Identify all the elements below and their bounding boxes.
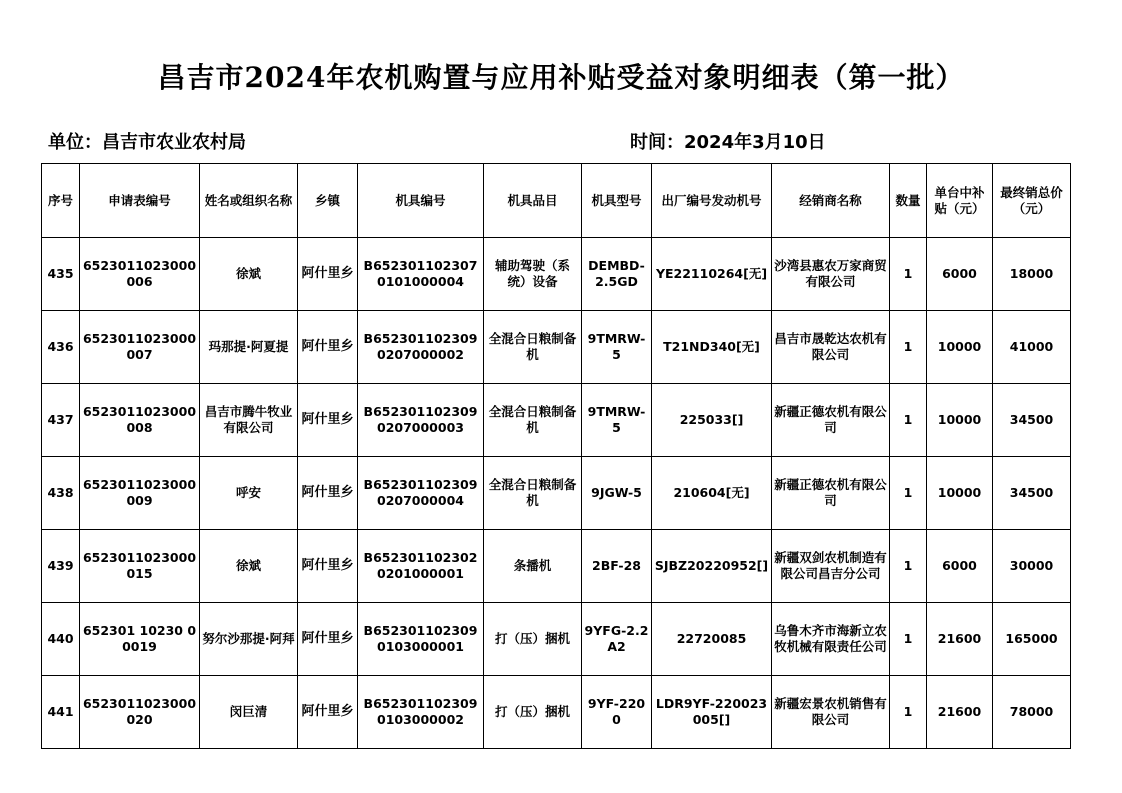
cell-serial: 210604[无] [652,457,772,530]
header-cell: 经销商名称 [772,164,890,238]
header-cell: 数量 [890,164,927,238]
cell-serial: YE22110264[无] [652,238,772,311]
table-row [42,311,1071,384]
cell-dealer: 新疆正德农机有限公司 [772,384,890,457]
cell-subsidy: 6000 [927,530,993,603]
cell-serial: T21ND340[无] [652,311,772,384]
cell-application-no: 6523011023000007 [80,311,200,384]
cell-category: 打（压）捆机 [484,603,582,676]
table-row [42,457,1071,530]
cell-machine-no: B6523011023090103000001 [358,603,484,676]
cell-town: 阿什里乡 [298,311,358,384]
cell-model: 9TMRW-5 [582,384,652,457]
table-row [42,384,1071,457]
cell-machine-no: B6523011023070101000004 [358,238,484,311]
cell-total-price: 34500 [993,384,1071,457]
cell-category: 打（压）捆机 [484,676,582,749]
cell-dealer: 沙湾县惠农万家商贸有限公司 [772,238,890,311]
cell-name: 闵巨清 [200,676,298,749]
cell-dealer: 新疆双剑农机制造有限公司昌吉分公司 [772,530,890,603]
cell-seq: 437 [42,384,80,457]
cell-model: 9YFG-2.2A2 [582,603,652,676]
cell-application-no: 6523011023000008 [80,384,200,457]
cell-total-price: 41000 [993,311,1071,384]
header-cell: 序号 [42,164,80,238]
cell-model: 9JGW-5 [582,457,652,530]
table-row [42,238,1071,311]
cell-total-price: 18000 [993,238,1071,311]
cell-total-price: 78000 [993,676,1071,749]
cell-dealer: 新疆宏景农机销售有限公司 [772,676,890,749]
cell-seq: 438 [42,457,80,530]
cell-town: 阿什里乡 [298,530,358,603]
cell-serial: LDR9YF-220023005[] [652,676,772,749]
table-row [42,530,1071,603]
cell-town: 阿什里乡 [298,384,358,457]
time-label: 时间：2024年3月10日 [630,132,826,153]
cell-town: 阿什里乡 [298,457,358,530]
header-cell: 乡镇 [298,164,358,238]
cell-subsidy: 10000 [927,311,993,384]
cell-dealer: 新疆正德农机有限公司 [772,457,890,530]
cell-model: 2BF-28 [582,530,652,603]
cell-name: 徐斌 [200,530,298,603]
cell-town: 阿什里乡 [298,603,358,676]
cell-category: 全混合日粮制备机 [484,311,582,384]
cell-name: 徐斌 [200,238,298,311]
cell-name: 玛那提·阿夏提 [200,311,298,384]
cell-town: 阿什里乡 [298,676,358,749]
cell-application-no: 6523011023000020 [80,676,200,749]
cell-seq: 436 [42,311,80,384]
cell-category: 条播机 [484,530,582,603]
cell-dealer: 昌吉市晟乾达农机有限公司 [772,311,890,384]
cell-machine-no: B6523011023090207000003 [358,384,484,457]
page-title: 昌吉市2024年农机购置与应用补贴受益对象明细表（第一批） [157,61,965,94]
cell-serial: 22720085 [652,603,772,676]
cell-name: 昌吉市腾牛牧业有限公司 [200,384,298,457]
cell-category: 辅助驾驶（系统）设备 [484,238,582,311]
header-cell: 申请表编号 [80,164,200,238]
header-cell: 姓名或组织名称 [200,164,298,238]
cell-application-no: 652301 10230 00019 [80,603,200,676]
subsidy-table [41,163,1071,749]
header-cell: 最终销总价（元） [993,164,1071,238]
cell-subsidy: 21600 [927,603,993,676]
cell-seq: 441 [42,676,80,749]
cell-category: 全混合日粮制备机 [484,457,582,530]
cell-application-no: 6523011023000015 [80,530,200,603]
table-row [42,603,1071,676]
cell-quantity: 1 [890,457,927,530]
cell-subsidy: 21600 [927,676,993,749]
cell-subsidy: 10000 [927,384,993,457]
cell-quantity: 1 [890,530,927,603]
cell-quantity: 1 [890,676,927,749]
cell-quantity: 1 [890,603,927,676]
cell-seq: 440 [42,603,80,676]
header-cell: 单台中补贴（元） [927,164,993,238]
cell-name: 努尔沙那提·阿拜 [200,603,298,676]
cell-machine-no: B6523011023090103000002 [358,676,484,749]
cell-machine-no: B6523011023090207000002 [358,311,484,384]
cell-model: 9TMRW-5 [582,311,652,384]
cell-total-price: 34500 [993,457,1071,530]
cell-serial: SJBZ20220952[] [652,530,772,603]
cell-quantity: 1 [890,311,927,384]
cell-quantity: 1 [890,384,927,457]
cell-serial: 225033[] [652,384,772,457]
cell-subsidy: 6000 [927,238,993,311]
header-cell: 机具型号 [582,164,652,238]
cell-town: 阿什里乡 [298,238,358,311]
unit-label: 单位：昌吉市农业农村局 [48,132,246,153]
cell-dealer: 乌鲁木齐市海新立农牧机械有限责任公司 [772,603,890,676]
cell-name: 呼安 [200,457,298,530]
cell-model: 9YF-2200 [582,676,652,749]
cell-model: DEMBD-2.5GD [582,238,652,311]
header-cell: 出厂编号发动机号 [652,164,772,238]
cell-seq: 439 [42,530,80,603]
cell-subsidy: 10000 [927,457,993,530]
header-cell: 机具品目 [484,164,582,238]
cell-application-no: 6523011023000009 [80,457,200,530]
header-cell: 机具编号 [358,164,484,238]
table-header-row [42,164,1071,238]
cell-quantity: 1 [890,238,927,311]
cell-machine-no: B6523011023090207000004 [358,457,484,530]
table-row [42,676,1071,749]
cell-application-no: 6523011023000006 [80,238,200,311]
cell-total-price: 30000 [993,530,1071,603]
cell-machine-no: B6523011023020201000001 [358,530,484,603]
cell-total-price: 165000 [993,603,1071,676]
cell-seq: 435 [42,238,80,311]
cell-category: 全混合日粮制备机 [484,384,582,457]
